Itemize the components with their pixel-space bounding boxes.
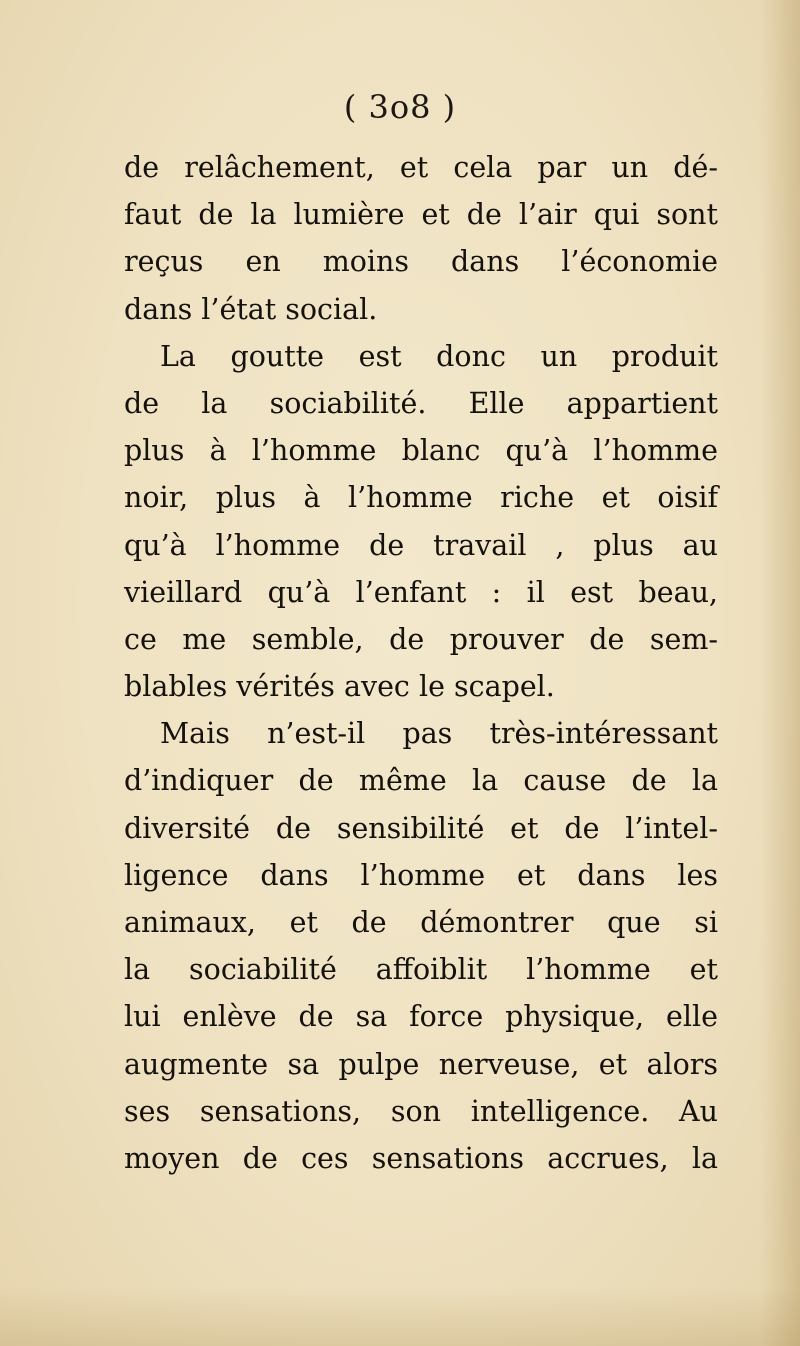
page-edge-shadow xyxy=(760,0,800,1346)
body-text xyxy=(124,144,718,1182)
text-line: faut de la lumière et de l’air qui sont xyxy=(124,198,718,232)
text-line: de la sociabilité. Elle appartient xyxy=(124,386,718,420)
text-line: plus à l’homme blanc qu’à l’homme xyxy=(124,434,718,468)
text-line: ligence dans l’homme et dans les xyxy=(124,858,718,892)
text-line: noir, plus à l’homme riche et oisif xyxy=(124,481,718,515)
text-line: La goutte est donc un produit xyxy=(160,339,718,373)
text-line: la sociabilité affoiblit l’homme et xyxy=(124,953,718,987)
text-line: Mais n’est-il pas très-intéressant xyxy=(160,717,718,751)
text-line: ce me semble, de prouver de sem- xyxy=(124,622,718,656)
text-line: de relâchement, et cela par un dé- xyxy=(124,151,718,184)
text-line: reçus en moins dans l’économie xyxy=(124,245,718,279)
text-line: lui enlève de sa force physique, elle xyxy=(124,1000,718,1034)
page-bottom-shadow xyxy=(0,1286,800,1346)
text-line: qu’à l’homme de travail , plus au xyxy=(124,528,718,562)
text-line: augmente sa pulpe nerveuse, et alors xyxy=(124,1047,718,1081)
text-line: ses sensations, son intelligence. Au xyxy=(124,1094,718,1128)
text-line: diversité de sensibilité et de l’intel- xyxy=(124,811,718,845)
text-line: dans l’état social. xyxy=(124,292,378,326)
text-line: d’indiquer de même la cause de la xyxy=(124,764,718,798)
text-line: blables vérités avec le scapel. xyxy=(124,670,555,704)
text-line: vieillard qu’à l’enfant : il est beau, xyxy=(124,575,718,609)
text-line: moyen de ces sensations accrues, la xyxy=(124,1141,718,1175)
text-line: animaux, et de démontrer que si xyxy=(124,906,718,939)
page-number: ( 3o8 ) xyxy=(343,88,457,126)
